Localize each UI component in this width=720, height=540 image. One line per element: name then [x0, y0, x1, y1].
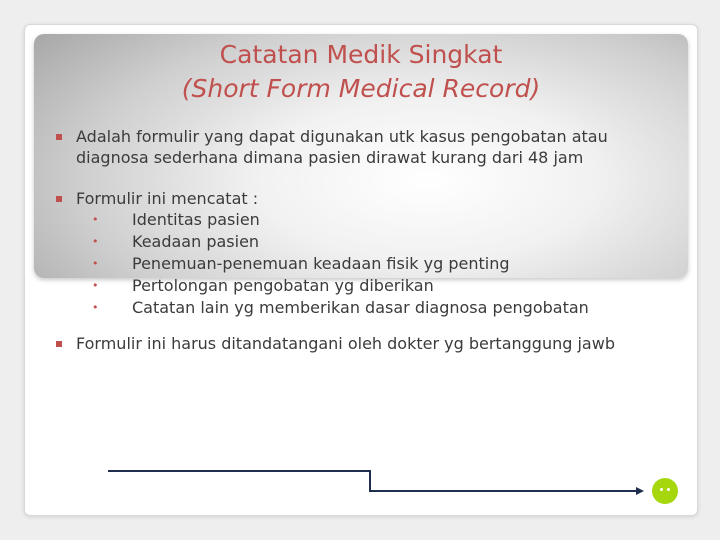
title-line-1: Catatan Medik Singkat	[219, 40, 503, 69]
bullet-text: Formulir ini harus ditandatangani oleh dokter yg bertanggung jawb	[76, 334, 615, 353]
dot-bullet-icon: •	[92, 213, 99, 226]
sub-list-item	[56, 231, 666, 253]
sub-list-text: Penemuan-penemuan keadaan fisik yg penting	[132, 254, 510, 273]
dot-bullet-icon: •	[92, 279, 99, 292]
dot-bullet-icon: •	[92, 301, 99, 314]
arrow-connector-icon	[108, 470, 644, 496]
bullet-item	[56, 188, 666, 209]
sub-list-item	[56, 209, 666, 231]
green-dots-icon	[652, 478, 678, 504]
sub-list-text: Catatan lain yg memberikan dasar diagnosa pengobatan	[132, 298, 589, 317]
slide-title	[34, 38, 688, 106]
sub-list-text: Identitas pasien	[132, 210, 260, 229]
dot-bullet-icon: •	[92, 257, 99, 270]
square-bullet-icon	[56, 134, 62, 140]
bullet-text: Formulir ini mencatat :	[76, 189, 259, 208]
square-bullet-icon	[56, 196, 62, 202]
sub-list-text: Keadaan pasien	[132, 232, 260, 251]
sub-list-item	[56, 275, 666, 297]
sub-list-item	[56, 253, 666, 275]
bullet-item	[56, 333, 666, 354]
bullet-text: Adalah formulir yang dapat digunakan utk kasus pengobatan atau diagnosa sederhana dimana pasien dirawat kurang dari 48 jam	[76, 127, 608, 167]
sub-list	[56, 209, 666, 319]
sub-list-text: Pertolongan pengobatan yg diberikan	[132, 276, 434, 295]
bullet-item	[56, 126, 666, 168]
title-line-2: (Short Form Medical Record)	[181, 74, 541, 103]
slide-content	[56, 126, 666, 354]
dot-bullet-icon: •	[92, 235, 99, 248]
square-bullet-icon	[56, 341, 62, 347]
sub-list-item	[56, 297, 666, 319]
